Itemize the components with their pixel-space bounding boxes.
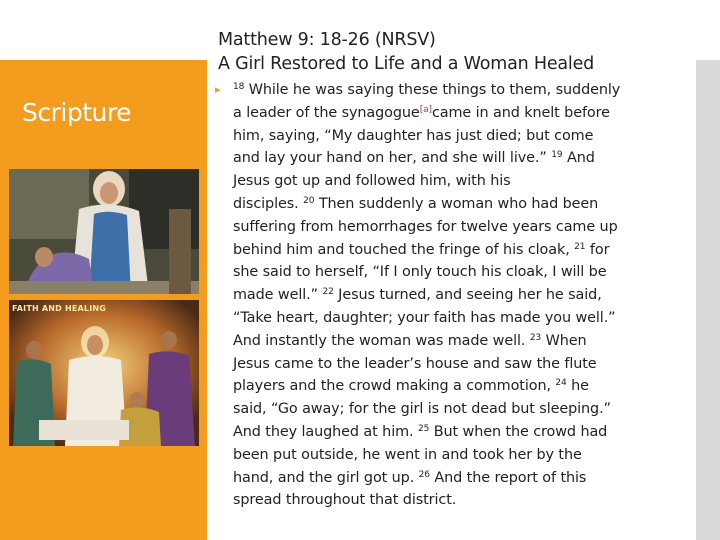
passage-segment: she said to herself, “If I only touch his cloak, I will be — [233, 264, 607, 281]
passage-line — [233, 489, 673, 512]
passage-line — [233, 421, 673, 444]
painting-caption: FAITH AND HEALING — [12, 304, 107, 313]
passage-line — [233, 307, 673, 330]
verse-number: 24 — [555, 378, 567, 389]
passage-segment: for — [585, 241, 610, 258]
passage-line — [233, 284, 673, 307]
passage-line — [233, 79, 673, 102]
scripture-reference: Matthew 9: 18-26 (NRSV) — [218, 30, 436, 50]
passage-segment: and lay your hand on her, and she will live.” — [233, 150, 552, 167]
passage-segment: And they laughed at him. — [233, 423, 418, 440]
passage-line — [233, 467, 673, 490]
footnote-link[interactable]: [a] — [419, 104, 432, 115]
passage-line — [233, 147, 673, 170]
woman-touching-cloak-painting — [9, 169, 199, 294]
passage-segment: said, “Go away; for the girl is not dead but sleeping.” — [233, 401, 611, 418]
passage-line — [233, 375, 673, 398]
painting-art — [9, 169, 199, 294]
passage-text — [233, 79, 673, 512]
passage-line — [233, 193, 673, 216]
verse-number: 25 — [417, 423, 430, 434]
passage-line — [233, 239, 673, 262]
right-edge-strip — [696, 60, 720, 540]
jesus-healing-painting — [9, 300, 199, 446]
verse-number: 26 — [418, 469, 430, 480]
passage-heading — [218, 28, 688, 76]
passage-segment: suffering from hemorrhages for twelve years came up — [233, 218, 618, 235]
verse-number: 19 — [551, 150, 563, 161]
passage-segment: Jesus turned, and seeing her he said, — [333, 287, 602, 304]
passage-line — [233, 444, 673, 467]
bullet-icon: ▸ — [215, 83, 221, 96]
verse-number: 23 — [529, 332, 542, 343]
passage-segment: came in and knelt before — [431, 104, 610, 121]
passage-line — [233, 353, 673, 376]
passage-segment: spread throughout that district. — [233, 492, 457, 509]
passage-segment: And the report of this — [429, 469, 587, 486]
passage-segment: And — [562, 150, 595, 167]
passage-segment: behind him and touched the fringe of his cloak, — [233, 241, 575, 258]
verse-number: 22 — [322, 287, 334, 298]
passage-segment: been put outside, he went in and took her by the — [233, 446, 582, 463]
passage-segment: a leader of the synagogue — [233, 104, 420, 121]
passage-segment: Jesus got up and followed him, with his — [233, 173, 511, 190]
passage-segment: When — [541, 332, 587, 349]
passage-segment: But when the crowd had — [429, 423, 608, 440]
passage-line — [233, 216, 673, 239]
passage-segment: “Take heart, daughter; your faith has made you well.” — [233, 309, 616, 326]
verse-number: 21 — [574, 241, 586, 252]
passage-segment: made well.” — [233, 287, 323, 304]
section-title: Scripture — [22, 98, 131, 127]
passage-line — [233, 125, 673, 148]
passage-segment: disciples. — [233, 195, 304, 212]
passage-segment: hand, and the girl got up. — [233, 469, 419, 486]
passage-segment: players and the crowd making a commotion, — [233, 378, 556, 395]
passage-segment: him, saying, “My daughter has just died; but come — [233, 127, 594, 144]
passage-segment: Jesus came to the leader’s house and saw the flute — [233, 355, 597, 372]
verse-number: 20 — [303, 195, 315, 206]
painting-art — [9, 300, 199, 446]
passage-segment: And instantly the woman was made well. — [233, 332, 530, 349]
passage-line — [233, 170, 673, 193]
passage-segment: he — [566, 378, 589, 395]
passage-line — [233, 261, 673, 284]
passage-line — [233, 398, 673, 421]
verse-number: 18 — [233, 82, 245, 92]
passage-line — [233, 102, 673, 125]
passage-segment: Then suddenly a woman who had been — [314, 195, 599, 212]
passage-segment: While he was saying these things to them, suddenly — [244, 82, 621, 98]
passage-title: A Girl Restored to Life and a Woman Healed — [218, 54, 595, 74]
passage-line — [233, 330, 673, 353]
